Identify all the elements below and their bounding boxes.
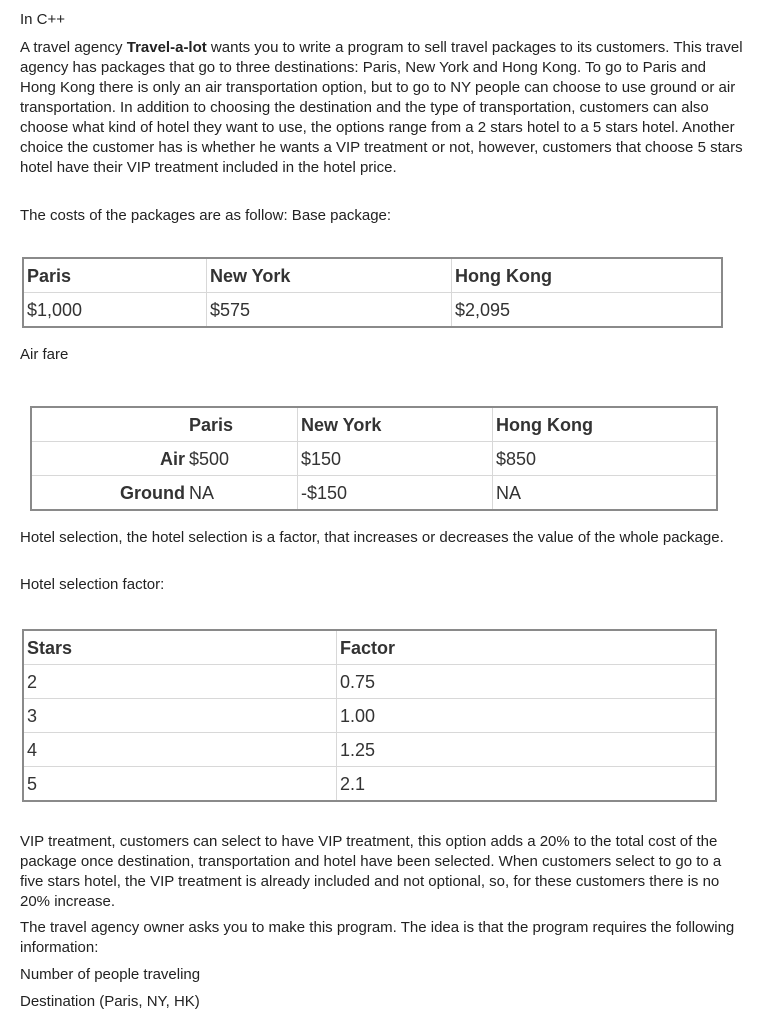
owner-request-text: The travel agency owner asks you to make this program. The idea is that the program requires the following information: [20,919,735,956]
table-header-cell: New York [298,407,493,442]
hotel-factor-table [22,629,717,802]
hotel-factor-label: Hotel selection factor: [20,576,165,593]
table-row [31,476,717,511]
table-header-cell: Hong Kong [452,258,723,293]
intro-pre: A travel agency [20,39,127,56]
destination-line: Destination (Paris, NY, HK) [20,993,200,1010]
table-header-cell: Hong Kong [493,407,718,442]
intro-post: wants you to write a program to sell travel packages to its customers. This travel agency has packages that go to three destinations: Paris, New York and Hong Kong. To go to Paris and Hong Kong there is only an air transportation option, but to go to NY people can choose to use ground or air transportation. In addition to choosing the destination and the type of transportation, customers can also choose what kind of hotel they want to use, the options range from a 2 stars hotel to a 5 stars hotel. Another choice the customer has is whether he wants a VIP treatment or not, however, customers that choose 5 stars hotel have their VIP treatment included in the hotel price. [20,39,743,176]
table-cell: $2,095 [452,293,723,328]
table-header-cell: Paris [186,407,298,442]
table-header-cell: Stars [23,630,337,665]
table-cell: 1.25 [337,733,717,767]
table-cell: $575 [207,293,452,328]
table-cell: NA [493,476,718,511]
table-row [23,733,716,767]
table-cell: 4 [23,733,337,767]
table-header-cell: New York [207,258,452,293]
row-label: Ground [31,476,186,511]
table-row [23,767,716,802]
table-header-cell: Factor [337,630,717,665]
table-header-row [23,258,722,293]
costs-intro: The costs of the packages are as follow: Base package: [20,207,392,224]
table-cell: 2.1 [337,767,717,802]
table-header-row [23,630,716,665]
base-package-table [22,257,723,328]
table-header-row [31,407,717,442]
table-cell: NA [186,476,298,511]
language-label: In C++ [20,11,66,28]
table-cell: $1,000 [23,293,207,328]
table-cell: 0.75 [337,665,717,699]
table-row [23,293,722,328]
company-name: Travel-a-lot [126,39,207,56]
air-fare-label: Air fare [20,346,69,363]
table-cell: 5 [23,767,337,802]
table-cell: 3 [23,699,337,733]
hotel-selection-text: Hotel selection, the hotel selection is a factor, that increases or decreases the value of the whole package. [20,529,724,546]
air-fare-table [30,406,718,511]
row-label: Air [31,442,186,476]
table-row [31,442,717,476]
people-traveling-line: Number of people traveling [20,966,201,983]
table-cell: $500 [186,442,298,476]
table-cell: -$150 [298,476,493,511]
table-cell: $850 [493,442,718,476]
table-cell: $150 [298,442,493,476]
table-row [23,699,716,733]
table-header-cell: Paris [23,258,207,293]
vip-treatment-text: VIP treatment, customers can select to have VIP treatment, this option adds a 20% to the total cost of the package once destination, transportation and hotel have been selected. When customers select to go to a five stars hotel, the VIP treatment is already included and not optional, so, for these customers there is no 20% increase. [20,833,722,910]
table-cell: 2 [23,665,337,699]
table-corner-cell [31,407,186,442]
table-cell: 1.00 [337,699,717,733]
intro-paragraph [20,38,745,178]
table-row [23,665,716,699]
